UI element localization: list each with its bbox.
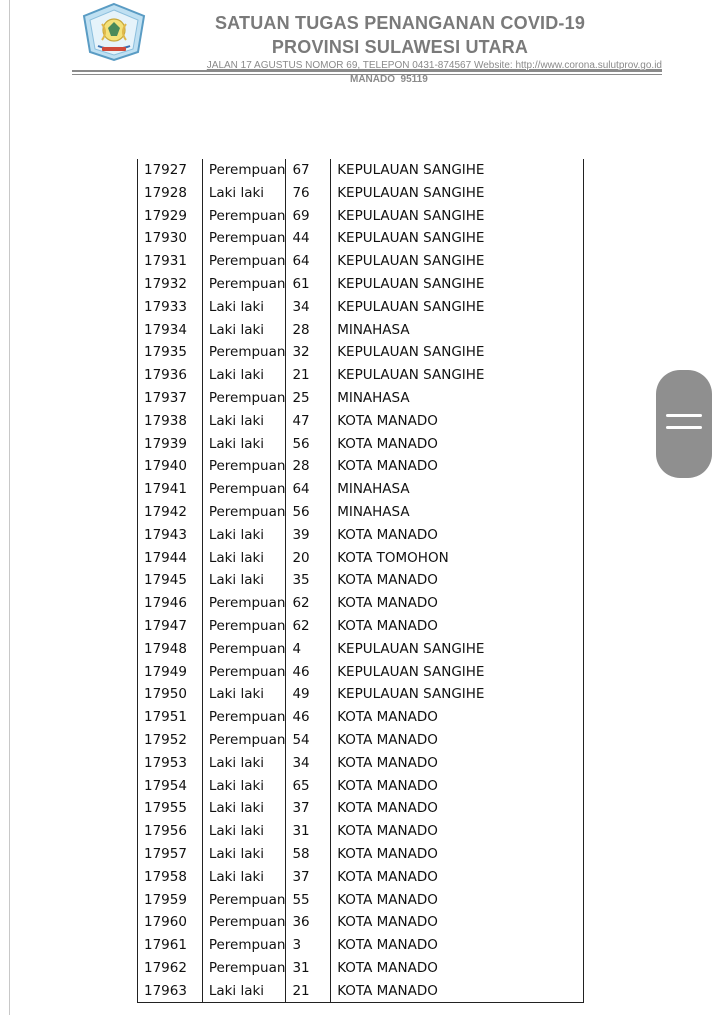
- region-cell: KOTA MANADO: [331, 752, 584, 775]
- gender-cell: Perempuan: [202, 341, 286, 364]
- gender-cell: Perempuan: [202, 387, 286, 410]
- header-address: JALAN 17 AGUSTUS NOMOR 69, TELEPON 0431-874567 Website: http://www.corona.sulutprov.go.id: [206, 60, 662, 71]
- region-cell: KEPULAUAN SANGIHE: [331, 273, 584, 296]
- table-row: [138, 319, 584, 342]
- case-number-cell: 17928: [138, 182, 203, 205]
- table-row: [138, 341, 584, 364]
- case-number-cell: 17951: [138, 706, 203, 729]
- gender-cell: Laki laki: [202, 797, 286, 820]
- table-row: [138, 706, 584, 729]
- gender-cell: Perempuan: [202, 661, 286, 684]
- case-number-cell: 17948: [138, 638, 203, 661]
- table-row: [138, 227, 584, 250]
- age-cell: 35: [286, 569, 331, 592]
- table-row: [138, 980, 584, 1003]
- region-cell: KOTA MANADO: [331, 911, 584, 934]
- table-row: [138, 820, 584, 843]
- region-cell: KOTA MANADO: [331, 934, 584, 957]
- case-number-cell: 17960: [138, 911, 203, 934]
- gender-cell: Perempuan: [202, 250, 286, 273]
- age-cell: 4: [286, 638, 331, 661]
- table-row: [138, 387, 584, 410]
- case-number-cell: 17961: [138, 934, 203, 957]
- gender-cell: Perempuan: [202, 455, 286, 478]
- region-cell: MINAHASA: [331, 387, 584, 410]
- region-cell: KEPULAUAN SANGIHE: [331, 227, 584, 250]
- table-row: [138, 501, 584, 524]
- region-cell: KOTA MANADO: [331, 866, 584, 889]
- table-row: [138, 683, 584, 706]
- case-number-cell: 17963: [138, 980, 203, 1003]
- age-cell: 31: [286, 957, 331, 980]
- table-row: [138, 592, 584, 615]
- age-cell: 46: [286, 661, 331, 684]
- case-number-cell: 17959: [138, 889, 203, 912]
- table-row: [138, 775, 584, 798]
- region-cell: KOTA MANADO: [331, 706, 584, 729]
- table-row: [138, 455, 584, 478]
- table-row: [138, 524, 584, 547]
- age-cell: 56: [286, 501, 331, 524]
- age-cell: 37: [286, 797, 331, 820]
- case-number-cell: 17953: [138, 752, 203, 775]
- case-number-cell: 17962: [138, 957, 203, 980]
- age-cell: 34: [286, 752, 331, 775]
- region-cell: KOTA MANADO: [331, 615, 584, 638]
- region-cell: KEPULAUAN SANGIHE: [331, 341, 584, 364]
- header-rule-thick: [72, 70, 662, 72]
- region-cell: KOTA MANADO: [331, 957, 584, 980]
- table-row: [138, 957, 584, 980]
- case-number-cell: 17942: [138, 501, 203, 524]
- region-cell: MINAHASA: [331, 501, 584, 524]
- region-cell: KOTA MANADO: [331, 410, 584, 433]
- table-row: [138, 638, 584, 661]
- gender-cell: Perempuan: [202, 592, 286, 615]
- region-cell: MINAHASA: [331, 478, 584, 501]
- case-number-cell: 17955: [138, 797, 203, 820]
- case-table: [137, 159, 584, 1003]
- age-cell: 54: [286, 729, 331, 752]
- age-cell: 49: [286, 683, 331, 706]
- case-number-cell: 17954: [138, 775, 203, 798]
- case-number-cell: 17950: [138, 683, 203, 706]
- age-cell: 37: [286, 866, 331, 889]
- table-row: [138, 661, 584, 684]
- header-subtitle: PROVINSI SULAWESI UTARA: [271, 37, 529, 57]
- age-cell: 64: [286, 478, 331, 501]
- gender-cell: Perempuan: [202, 729, 286, 752]
- age-cell: 47: [286, 410, 331, 433]
- table-row: [138, 296, 584, 319]
- region-cell: KOTA MANADO: [331, 455, 584, 478]
- age-cell: 76: [286, 182, 331, 205]
- case-number-cell: 17929: [138, 205, 203, 228]
- gender-cell: Perempuan: [202, 957, 286, 980]
- age-cell: 65: [286, 775, 331, 798]
- region-cell: KEPULAUAN SANGIHE: [331, 661, 584, 684]
- region-cell: KOTA MANADO: [331, 433, 584, 456]
- gender-cell: Perempuan: [202, 911, 286, 934]
- scroll-handle[interactable]: [656, 370, 712, 478]
- hamburger-icon: [666, 414, 702, 417]
- case-number-cell: 17946: [138, 592, 203, 615]
- case-number-cell: 17940: [138, 455, 203, 478]
- table-row: [138, 934, 584, 957]
- region-cell: KOTA MANADO: [331, 592, 584, 615]
- region-cell: KOTA MANADO: [331, 524, 584, 547]
- gender-cell: Perempuan: [202, 889, 286, 912]
- age-cell: 55: [286, 889, 331, 912]
- age-cell: 62: [286, 592, 331, 615]
- region-cell: MINAHASA: [331, 319, 584, 342]
- region-cell: KEPULAUAN SANGIHE: [331, 364, 584, 387]
- case-number-cell: 17930: [138, 227, 203, 250]
- case-number-cell: 17931: [138, 250, 203, 273]
- region-cell: KOTA MANADO: [331, 797, 584, 820]
- gender-cell: Perempuan: [202, 159, 286, 182]
- region-cell: KEPULAUAN SANGIHE: [331, 683, 584, 706]
- case-number-cell: 17936: [138, 364, 203, 387]
- case-number-cell: 17945: [138, 569, 203, 592]
- table-row: [138, 205, 584, 228]
- age-cell: 44: [286, 227, 331, 250]
- gender-cell: Laki laki: [202, 410, 286, 433]
- gender-cell: Laki laki: [202, 980, 286, 1003]
- table-row: [138, 615, 584, 638]
- age-cell: 62: [286, 615, 331, 638]
- age-cell: 61: [286, 273, 331, 296]
- table-row: [138, 843, 584, 866]
- table-row: [138, 866, 584, 889]
- case-number-cell: 17935: [138, 341, 203, 364]
- region-cell: KOTA MANADO: [331, 843, 584, 866]
- region-cell: KEPULAUAN SANGIHE: [331, 296, 584, 319]
- table-row: [138, 569, 584, 592]
- age-cell: 36: [286, 911, 331, 934]
- age-cell: 3: [286, 934, 331, 957]
- gender-cell: Perempuan: [202, 934, 286, 957]
- age-cell: 56: [286, 433, 331, 456]
- case-number-cell: 17941: [138, 478, 203, 501]
- gender-cell: Laki laki: [202, 524, 286, 547]
- gender-cell: Laki laki: [202, 866, 286, 889]
- table-row: [138, 797, 584, 820]
- table-row: [138, 182, 584, 205]
- case-number-cell: 17932: [138, 273, 203, 296]
- region-cell: KOTA TOMOHON: [331, 547, 584, 570]
- gender-cell: Laki laki: [202, 820, 286, 843]
- age-cell: 31: [286, 820, 331, 843]
- page-edge: [9, 0, 10, 1015]
- gender-cell: Laki laki: [202, 547, 286, 570]
- gender-cell: Laki laki: [202, 296, 286, 319]
- header-title: SATUAN TUGAS PENANGANAN COVID-19: [214, 13, 586, 33]
- age-cell: 39: [286, 524, 331, 547]
- gender-cell: Perempuan: [202, 478, 286, 501]
- age-cell: 67: [286, 159, 331, 182]
- age-cell: 64: [286, 250, 331, 273]
- table-row: [138, 364, 584, 387]
- header-city: MANADO 95119: [350, 74, 428, 85]
- case-number-cell: 17943: [138, 524, 203, 547]
- case-number-cell: 17938: [138, 410, 203, 433]
- gender-cell: Perempuan: [202, 501, 286, 524]
- table-row: [138, 273, 584, 296]
- hamburger-icon-line: [666, 426, 702, 429]
- age-cell: 34: [286, 296, 331, 319]
- gender-cell: Perempuan: [202, 706, 286, 729]
- region-cell: KOTA MANADO: [331, 775, 584, 798]
- region-cell: KEPULAUAN SANGIHE: [331, 638, 584, 661]
- table-row: [138, 547, 584, 570]
- age-cell: 32: [286, 341, 331, 364]
- region-cell: KEPULAUAN SANGIHE: [331, 182, 584, 205]
- case-number-cell: 17927: [138, 159, 203, 182]
- gender-cell: Laki laki: [202, 569, 286, 592]
- gender-cell: Laki laki: [202, 683, 286, 706]
- age-cell: 21: [286, 980, 331, 1003]
- table-row: [138, 752, 584, 775]
- case-number-cell: 17956: [138, 820, 203, 843]
- region-cell: KOTA MANADO: [331, 980, 584, 1003]
- region-cell: KOTA MANADO: [331, 729, 584, 752]
- age-cell: 21: [286, 364, 331, 387]
- gender-cell: Laki laki: [202, 319, 286, 342]
- gender-cell: Laki laki: [202, 752, 286, 775]
- age-cell: 28: [286, 455, 331, 478]
- table-row: [138, 911, 584, 934]
- case-number-cell: 17957: [138, 843, 203, 866]
- age-cell: 20: [286, 547, 331, 570]
- table-row: [138, 433, 584, 456]
- table-row: [138, 250, 584, 273]
- case-number-cell: 17939: [138, 433, 203, 456]
- age-cell: 69: [286, 205, 331, 228]
- case-number-cell: 17952: [138, 729, 203, 752]
- case-number-cell: 17937: [138, 387, 203, 410]
- region-cell: KEPULAUAN SANGIHE: [331, 250, 584, 273]
- gender-cell: Perempuan: [202, 615, 286, 638]
- region-cell: KOTA MANADO: [331, 820, 584, 843]
- table-row: [138, 159, 584, 182]
- gender-cell: Laki laki: [202, 433, 286, 456]
- case-number-cell: 17933: [138, 296, 203, 319]
- region-cell: KOTA MANADO: [331, 889, 584, 912]
- age-cell: 58: [286, 843, 331, 866]
- gender-cell: Perempuan: [202, 273, 286, 296]
- age-cell: 28: [286, 319, 331, 342]
- table-row: [138, 889, 584, 912]
- gender-cell: Laki laki: [202, 843, 286, 866]
- gender-cell: Perempuan: [202, 205, 286, 228]
- gender-cell: Perempuan: [202, 227, 286, 250]
- case-number-cell: 17949: [138, 661, 203, 684]
- provincial-emblem-icon: [80, 2, 148, 62]
- case-number-cell: 17934: [138, 319, 203, 342]
- case-number-cell: 17958: [138, 866, 203, 889]
- case-number-cell: 17947: [138, 615, 203, 638]
- age-cell: 46: [286, 706, 331, 729]
- region-cell: KOTA MANADO: [331, 569, 584, 592]
- age-cell: 25: [286, 387, 331, 410]
- gender-cell: Laki laki: [202, 775, 286, 798]
- region-cell: KEPULAUAN SANGIHE: [331, 205, 584, 228]
- gender-cell: Laki laki: [202, 364, 286, 387]
- table-row: [138, 410, 584, 433]
- gender-cell: Laki laki: [202, 182, 286, 205]
- table-row: [138, 729, 584, 752]
- gender-cell: Perempuan: [202, 638, 286, 661]
- table-row: [138, 478, 584, 501]
- region-cell: KEPULAUAN SANGIHE: [331, 159, 584, 182]
- case-number-cell: 17944: [138, 547, 203, 570]
